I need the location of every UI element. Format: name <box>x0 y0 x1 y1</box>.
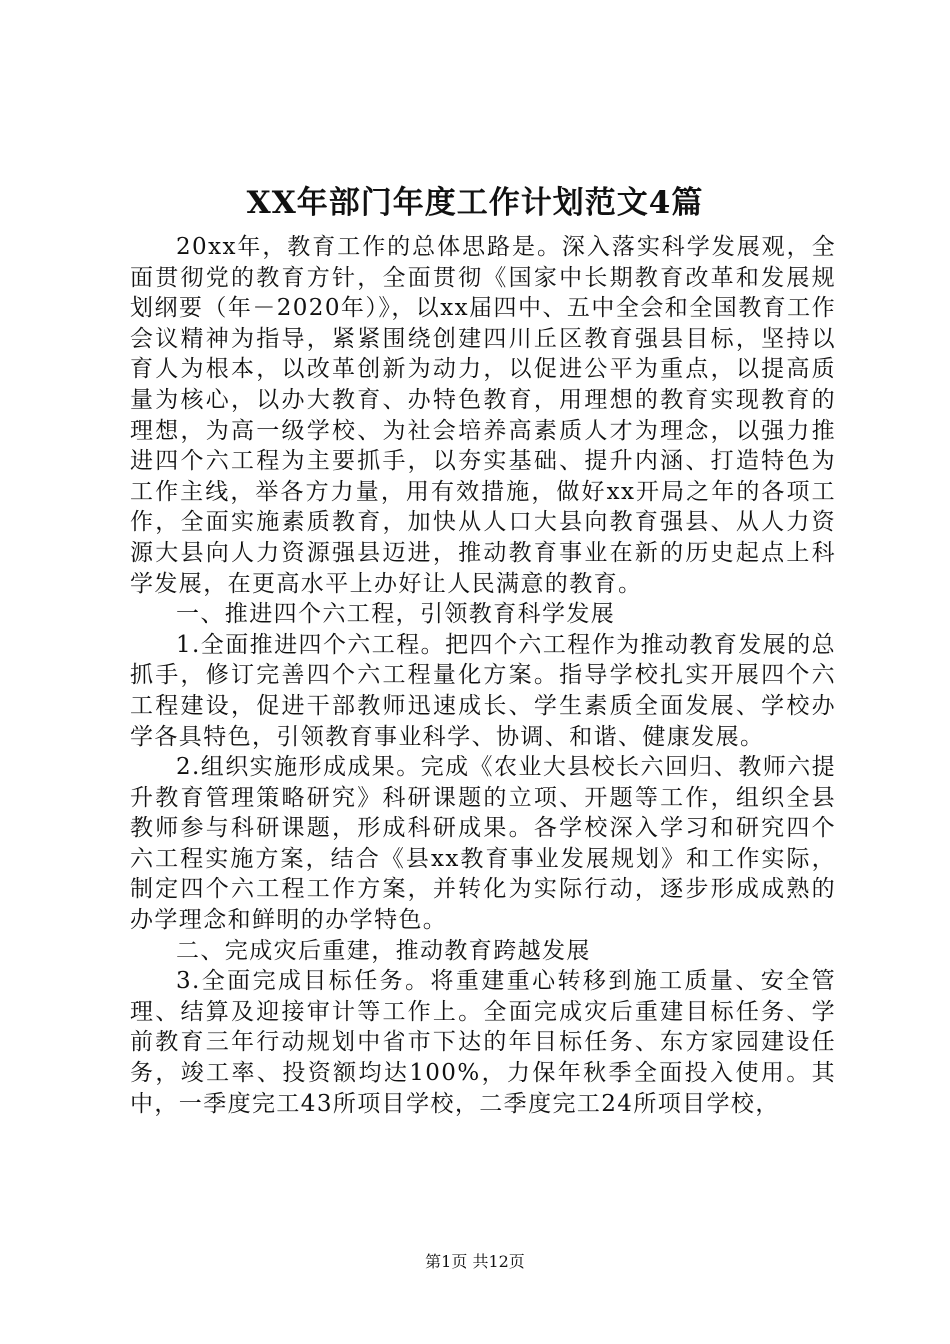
paragraph-item-3: 3.全面完成目标任务。将重建重心转移到施工质量、安全管理、结算及迎接审计等工作上。全面完成灾后重建目标任务、学前教育三年行动规划中省市下达的年目标任务、东方家园建设任务，竣工率、投资额均达100%，力保年秋季全面投入使用。其中，一季度完工43所项目学校，二季度完工24所项目学校， <box>130 968 836 1117</box>
section-heading-2: 二、完成灾后重建，推动教育跨越发展 <box>176 937 591 964</box>
document-body <box>130 232 836 1119</box>
page-footer: 第1页 共12页 <box>425 1252 525 1271</box>
paragraph-item-1: 1.全面推进四个六工程。把四个六工程作为推动教育发展的总抓手，修订完善四个六工程量化方案。指导学校扎实开展四个六工程建设，促进干部教师迅速成长、学生素质全面发展、学校办学各具特色，引领教育事业科学、协调、和谐、健康发展。 <box>130 631 836 750</box>
section-heading-1: 一、推进四个六工程，引领教育科学发展 <box>176 601 616 628</box>
paragraph-intro: 20xx年，教育工作的总体思路是。深入落实科学发展观，全面贯彻党的教育方针，全面贯彻《国家中长期教育改革和发展规划纲要（年－2020年）》，以xx届四中、五中全会和全国教育工作会议精神为指导，紧紧围绕创建四川丘区教育强县目标，坚持以育人为根本，以改革创新为动力，以促进公平为重点，以提高质量为核心，以办大教育、办特色教育，用理想的教育实现教育的理想，为高一级学校、为社会培养高素质人才为理念，以强力推进四个六工程为主要抓手，以夯实基础、提升内涵、打造特色为工作主线，举各方力量，用有效措施，做好xx开局之年的各项工作，全面实施素质教育，加快从人口大县向教育强县、从人力资源大县向人力资源强县迈进，推动教育事业在新的历史起点上科学发展，在更高水平上办好让人民满意的教育。 <box>130 234 836 597</box>
paragraph-item-2: 2.组织实施形成成果。完成《农业大县校长六回归、教师六提升教育管理策略研究》科研课题的立项、开题等工作，组织全县教师参与科研课题，形成科研成果。各学校深入学习和研究四个六工程实施方案，结合《县xx教育事业发展规划》和工作实际，制定四个六工程工作方案，并转化为实际行动，逐步形成成熟的办学理念和鲜明的办学特色。 <box>130 754 836 934</box>
document-title: XX年部门年度工作计划范文4篇 <box>246 185 704 221</box>
